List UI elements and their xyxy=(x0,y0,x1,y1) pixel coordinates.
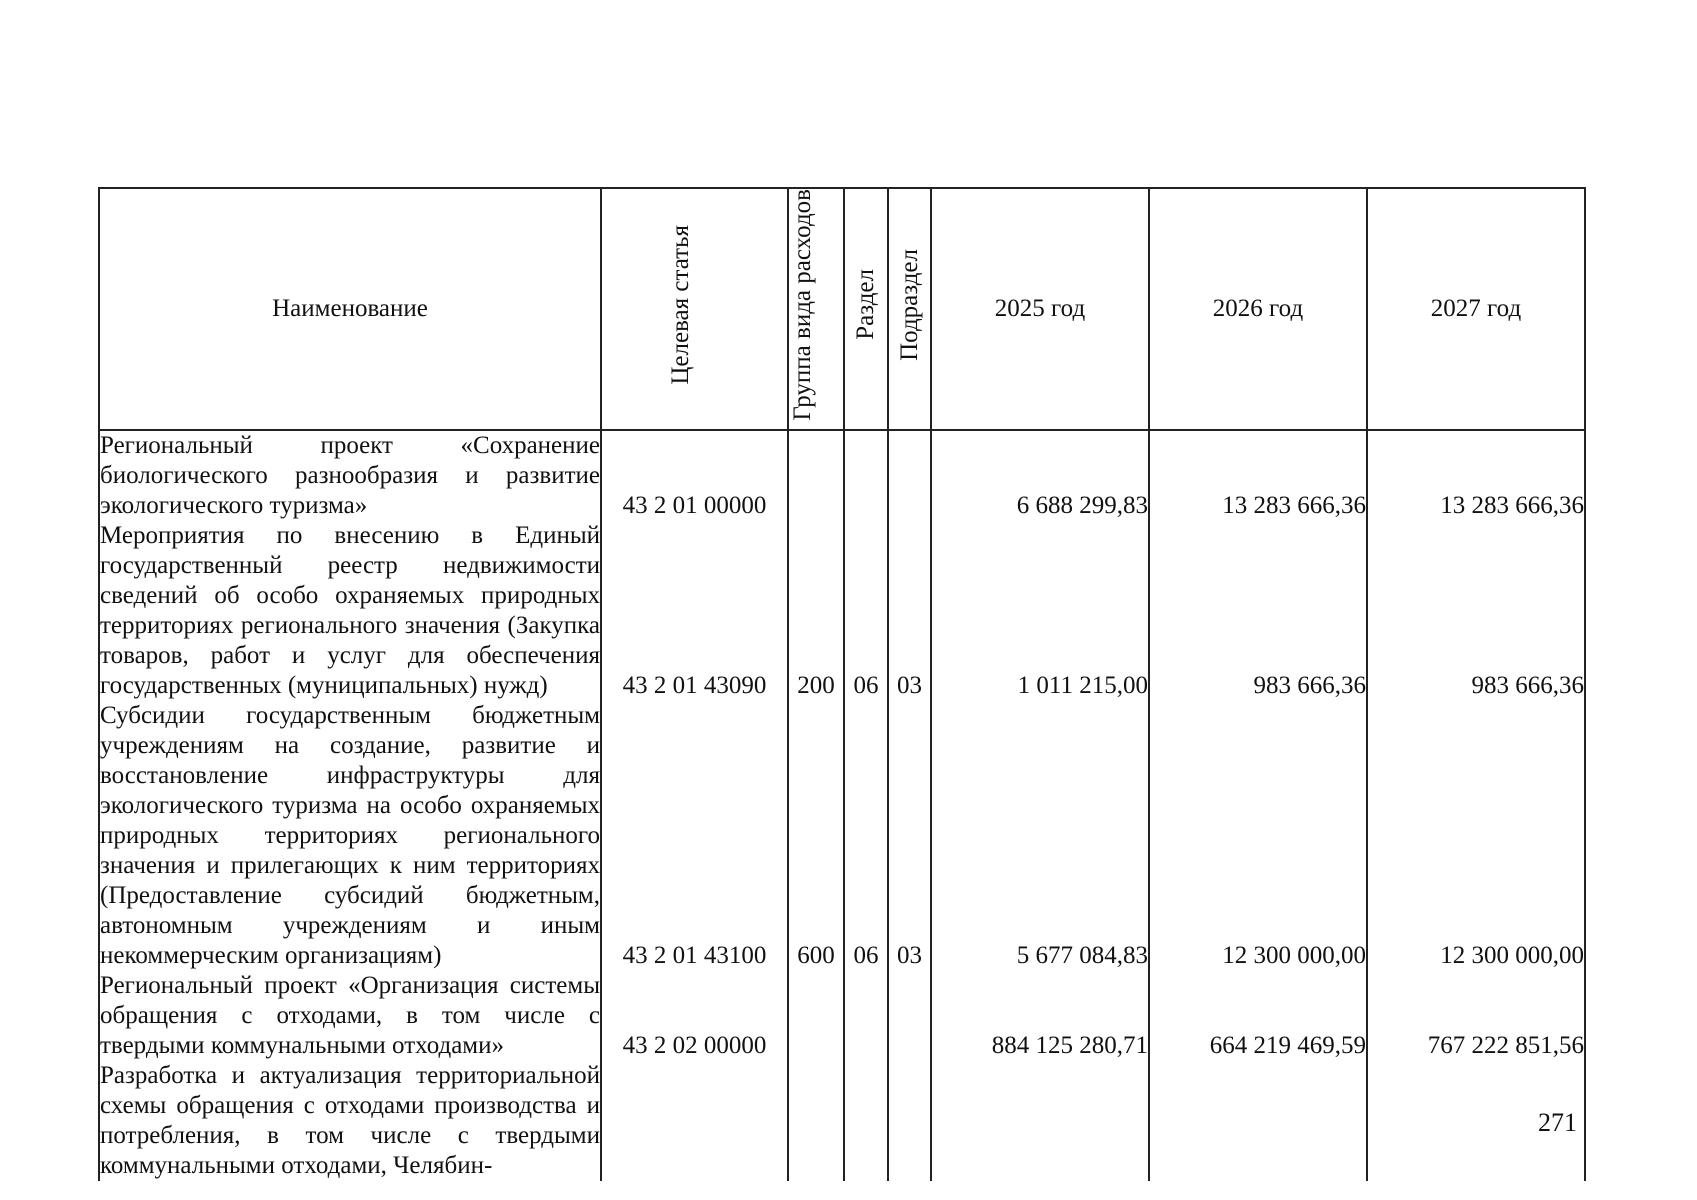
table-row xyxy=(99,430,1585,521)
row-2025: 1 011 215,00 xyxy=(931,521,1149,701)
row-2027: 12 300 000,00 xyxy=(1367,701,1585,971)
table-row xyxy=(99,701,1585,971)
header-2025: 2025 год xyxy=(931,188,1149,430)
row-2025: 5 677 084,83 xyxy=(931,701,1149,971)
row-section xyxy=(844,430,888,521)
page-number: 271 xyxy=(1538,1108,1577,1137)
row-name: Разработка и актуализация территориальной схемы обращения с отходами производства и потребления, в том числе с твердыми коммунальными отходами, Челябин- xyxy=(100,1061,600,1179)
header-2027: 2027 год xyxy=(1367,188,1585,430)
row-2026: 13 283 666,36 xyxy=(1149,430,1367,521)
header-2026: 2026 год xyxy=(1149,188,1367,430)
row-target-article: 43 2 02 00000 xyxy=(601,971,788,1061)
row-2027: 983 666,36 xyxy=(1367,521,1585,701)
row-subsection: 03 xyxy=(888,521,931,701)
row-2026: 664 219 469,59 xyxy=(1149,971,1367,1061)
row-name: Субсидии государственным бюджетным учреждениям на создание, развитие и восстановление инфраструктуры для экологического туризма на особо охраняемых природных территориях регионального значения и прилегающих к ним территориях (Предоставление субсидий бюджетным, автономным учреждениям и иным некоммерческим организациям) xyxy=(100,701,600,969)
row-section: 06 xyxy=(844,701,888,971)
table-row xyxy=(99,521,1585,701)
header-row xyxy=(99,188,1585,430)
row-2026: 12 300 000,00 xyxy=(1149,701,1367,971)
row-target-article: 43 2 01 43100 xyxy=(601,701,788,971)
row-section xyxy=(844,1061,888,1181)
row-name: Мероприятия по внесению в Единый государственный реестр недвижимости сведений об особо охраняемых природных территориях регионального значения (Закупка товаров, работ и услуг для обеспечения государственных (муниципальных) нужд) xyxy=(100,521,600,699)
row-2027: 767 222 851,56 xyxy=(1367,971,1585,1061)
row-2026: 983 666,36 xyxy=(1149,521,1367,701)
row-2027: 13 283 666,36 xyxy=(1367,430,1585,521)
header-name: Наименование xyxy=(99,188,601,430)
row-expense-group xyxy=(788,430,844,521)
row-expense-group xyxy=(788,971,844,1061)
row-subsection: 03 xyxy=(888,701,931,971)
header-section: Раздел xyxy=(844,188,888,430)
row-2025 xyxy=(931,1061,1149,1181)
row-subsection xyxy=(888,430,931,521)
row-expense-group: 200 xyxy=(788,521,844,701)
row-section xyxy=(844,971,888,1061)
table-row xyxy=(99,971,1585,1061)
table-row xyxy=(99,1061,1585,1181)
row-2025: 884 125 280,71 xyxy=(931,971,1149,1061)
row-name: Региональный проект «Организация системы обращения с отходами, в том числе с твердыми коммунальными отходами» xyxy=(100,971,600,1059)
row-target-article xyxy=(601,1061,788,1181)
row-subsection xyxy=(888,971,931,1061)
row-2025: 6 688 299,83 xyxy=(931,430,1149,521)
row-name: Региональный проект «Сохранение биологического разнообразия и развитие экологического туризма» xyxy=(100,431,600,519)
row-expense-group: 600 xyxy=(788,701,844,971)
row-target-article: 43 2 01 00000 xyxy=(601,430,788,521)
header-target-article: Целевая статья xyxy=(601,188,788,430)
row-2026 xyxy=(1149,1061,1367,1181)
row-section: 06 xyxy=(844,521,888,701)
budget-table xyxy=(98,187,1586,1181)
header-expense-group: Группа вида расходов xyxy=(788,188,844,430)
row-target-article: 43 2 01 43090 xyxy=(601,521,788,701)
header-subsection: Подраздел xyxy=(888,188,931,430)
row-expense-group xyxy=(788,1061,844,1181)
row-subsection xyxy=(888,1061,931,1181)
